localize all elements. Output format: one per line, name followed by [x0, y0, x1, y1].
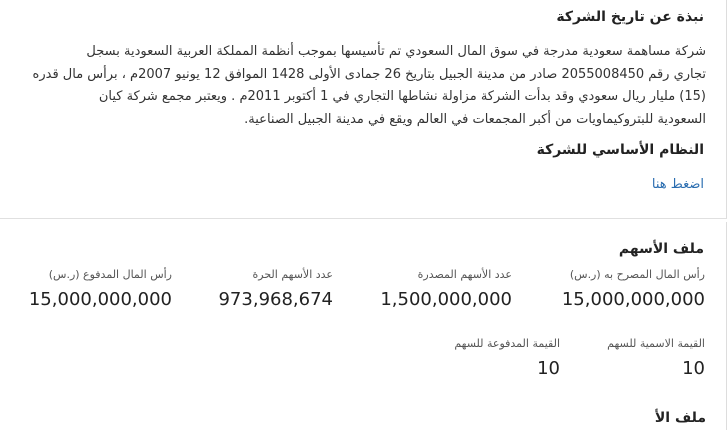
authorized-capital-stat [562, 268, 705, 310]
issued-shares-value: 1,500,000,000 [380, 289, 512, 310]
paid-value-value: 10 [537, 358, 560, 379]
about-line: تجاري رقم 2055008450 صادر من مدينة الجبيل بتاريخ 26 جمادى الأولى 1428 الموافق 12 يونيو 2007م ، برأس مال قدره [32, 66, 706, 82]
par-value-label: القيمة الاسمية للسهم [607, 337, 705, 350]
authorized-capital-value: 15,000,000,000 [561, 289, 705, 310]
about-line: السعودية للبتروكيماويات من أكبر المجمعات في العالم ويقع في مدينة الجبيل الصناعية. [244, 111, 706, 127]
shares-card [0, 222, 727, 430]
about-line: شركة مساهمة سعودية مدرجة في سوق المال السعودي تم تأسيسها بموجب أنظمة المملكة العربية السعودية بسجل [86, 44, 706, 59]
par-value-value: 10 [682, 358, 705, 379]
paid-capital-label: رأس المال المدفوع (ر.س) [48, 268, 172, 281]
bylaws-title: النظام الأساسي للشركة [536, 142, 704, 158]
free-float-shares-label: عدد الأسهم الحرة [252, 268, 333, 281]
paid-value-stat [454, 337, 560, 379]
shares-title: ملف الأسهم [618, 241, 704, 257]
about-paragraph [16, 41, 706, 131]
paid-capital-stat [29, 268, 172, 310]
issued-shares-stat [380, 268, 512, 310]
par-value-stat [607, 337, 705, 379]
next-section-title: ملف الأ [654, 410, 706, 426]
free-float-shares-value: 973,968,674 [218, 289, 333, 310]
paid-capital-value: 15,000,000,000 [28, 289, 172, 310]
about-line: (15) مليار ريال سعودي وقد بدأت الشركة مزاولة نشاطها التجاري في 1 أكتوبر 2011م . ويعتبر مجمع شركة كيان [98, 89, 706, 104]
bylaws-link[interactable]: اضغط هنا [651, 177, 704, 192]
about-title: نبذة عن تاريخ الشركة [556, 9, 704, 25]
issued-shares-label: عدد الأسهم المصدرة [417, 268, 512, 281]
paid-value-label: القيمة المدفوعة للسهم [454, 337, 560, 350]
authorized-capital-label: رأس المال المصرح به (ر.س) [569, 268, 705, 281]
free-float-shares-stat [218, 268, 333, 310]
